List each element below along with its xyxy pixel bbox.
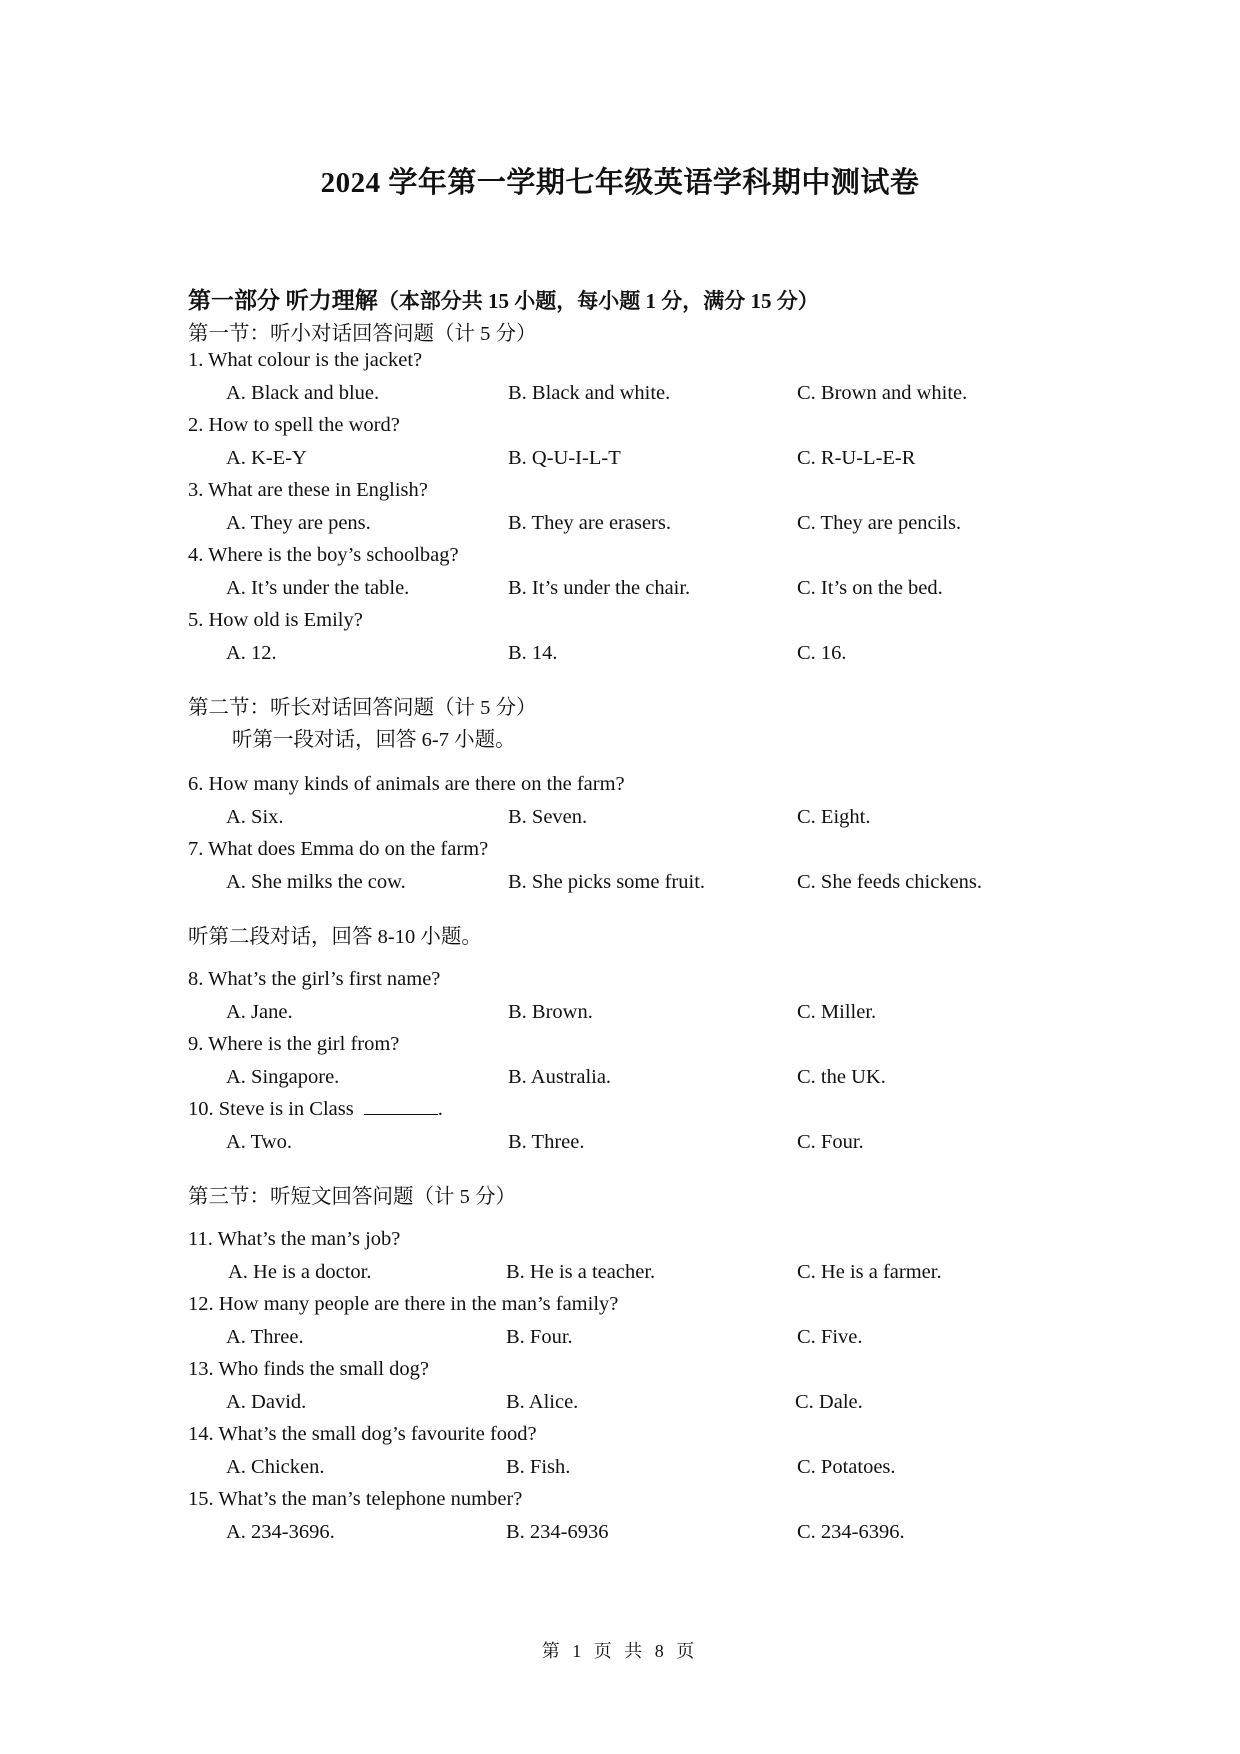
q4-option-b: B. It’s under the chair. xyxy=(508,577,691,599)
question-10-text: 10. Steve is in Class xyxy=(188,1098,354,1120)
q13-option-a: A. David. xyxy=(226,1391,307,1413)
question-15: 15. What’s the man’s telephone number? xyxy=(188,1488,523,1510)
q13-option-c: C. Dale. xyxy=(795,1391,863,1413)
q14-option-a: A. Chicken. xyxy=(226,1456,325,1478)
q9-option-c: C. the UK. xyxy=(797,1066,886,1088)
q12-option-a: A. Three. xyxy=(226,1326,304,1348)
q1-option-a: A. Black and blue. xyxy=(226,382,380,404)
question-5: 5. How old is Emily? xyxy=(188,609,363,631)
q2-option-a: A. K-E-Y xyxy=(226,447,307,469)
q6-option-b: B. Seven. xyxy=(508,806,588,828)
q7-option-b: B. She picks some fruit. xyxy=(508,871,706,893)
q8-option-c: C. Miller. xyxy=(797,1001,877,1023)
q10-option-a: A. Two. xyxy=(226,1131,292,1153)
page-title: 2024 学年第一学期七年级英语学科期中测试卷 xyxy=(320,167,920,199)
section1-heading: 第一节：听小对话回答问题（计 5 分） xyxy=(188,323,537,345)
q1-option-c: C. Brown and white. xyxy=(797,382,968,404)
q10-option-c: C. Four. xyxy=(797,1131,864,1153)
q6-option-a: A. Six. xyxy=(226,806,284,828)
question-12: 12. How many people are there in the man’s family? xyxy=(188,1293,619,1315)
q5-option-c: C. 16. xyxy=(797,642,847,664)
question-4: 4. Where is the boy’s schoolbag? xyxy=(188,544,459,566)
q15-option-c: C. 234-6396. xyxy=(797,1521,905,1543)
section2-heading: 第二节：听长对话回答问题（计 5 分） xyxy=(188,697,537,719)
dialogue1-instruction: 听第一段对话，回答 6-7 小题。 xyxy=(232,729,516,751)
q11-option-a: A. He is a doctor. xyxy=(228,1261,372,1283)
question-10: 10. Steve is in Class . xyxy=(188,1098,443,1120)
answer-blank xyxy=(364,1098,438,1115)
q11-option-c: C. He is a farmer. xyxy=(797,1261,942,1283)
q5-option-a: A. 12. xyxy=(226,642,277,664)
q9-option-b: B. Australia. xyxy=(508,1066,612,1088)
dialogue2-instruction: 听第二段对话，回答 8-10 小题。 xyxy=(188,926,482,948)
question-6: 6. How many kinds of animals are there on the farm? xyxy=(188,773,625,795)
question-14: 14. What’s the small dog’s favourite food? xyxy=(188,1423,537,1445)
q15-option-b: B. 234-6936 xyxy=(506,1521,609,1543)
q14-option-b: B. Fish. xyxy=(506,1456,571,1478)
q2-option-b: B. Q-U-I-L-T xyxy=(508,447,621,469)
q2-option-c: C. R-U-L-E-R xyxy=(797,447,916,469)
part1-heading xyxy=(188,282,819,315)
q5-option-b: B. 14. xyxy=(508,642,558,664)
q6-option-c: C. Eight. xyxy=(797,806,871,828)
question-1: 1. What colour is the jacket? xyxy=(188,349,423,371)
question-13: 13. Who finds the small dog? xyxy=(188,1358,430,1380)
q3-option-c: C. They are pencils. xyxy=(797,512,962,534)
section3-heading: 第三节：听短文回答问题（计 5 分） xyxy=(188,1186,516,1208)
q8-option-b: B. Brown. xyxy=(508,1001,593,1023)
q11-option-b: B. He is a teacher. xyxy=(506,1261,656,1283)
part1-heading-note: （本部分共 15 小题，每小题 1 分，满分 15 分） xyxy=(377,289,819,313)
q4-option-c: C. It’s on the bed. xyxy=(797,577,943,599)
question-3: 3. What are these in English? xyxy=(188,479,428,501)
question-8: 8. What’s the girl’s first name? xyxy=(188,968,441,990)
q13-option-b: B. Alice. xyxy=(506,1391,579,1413)
q14-option-c: C. Potatoes. xyxy=(797,1456,896,1478)
question-9: 9. Where is the girl from? xyxy=(188,1033,400,1055)
question-7: 7. What does Emma do on the farm? xyxy=(188,838,489,860)
q12-option-c: C. Five. xyxy=(797,1326,863,1348)
question-11: 11. What’s the man’s job? xyxy=(188,1228,401,1250)
q10-option-b: B. Three. xyxy=(508,1131,585,1153)
q7-option-c: C. She feeds chickens. xyxy=(797,871,983,893)
q15-option-a: A. 234-3696. xyxy=(226,1521,335,1543)
q3-option-a: A. They are pens. xyxy=(226,512,371,534)
question-2: 2. How to spell the word? xyxy=(188,414,400,436)
q4-option-a: A. It’s under the table. xyxy=(226,577,410,599)
part1-heading-text: 第一部分 听力理解 xyxy=(188,288,378,313)
q8-option-a: A. Jane. xyxy=(226,1001,293,1023)
page-footer: 第 1 页 共 8 页 xyxy=(541,1641,699,1661)
q12-option-b: B. Four. xyxy=(506,1326,573,1348)
q1-option-b: B. Black and white. xyxy=(508,382,671,404)
q7-option-a: A. She milks the cow. xyxy=(226,871,406,893)
q3-option-b: B. They are erasers. xyxy=(508,512,671,534)
q9-option-a: A. Singapore. xyxy=(226,1066,340,1088)
